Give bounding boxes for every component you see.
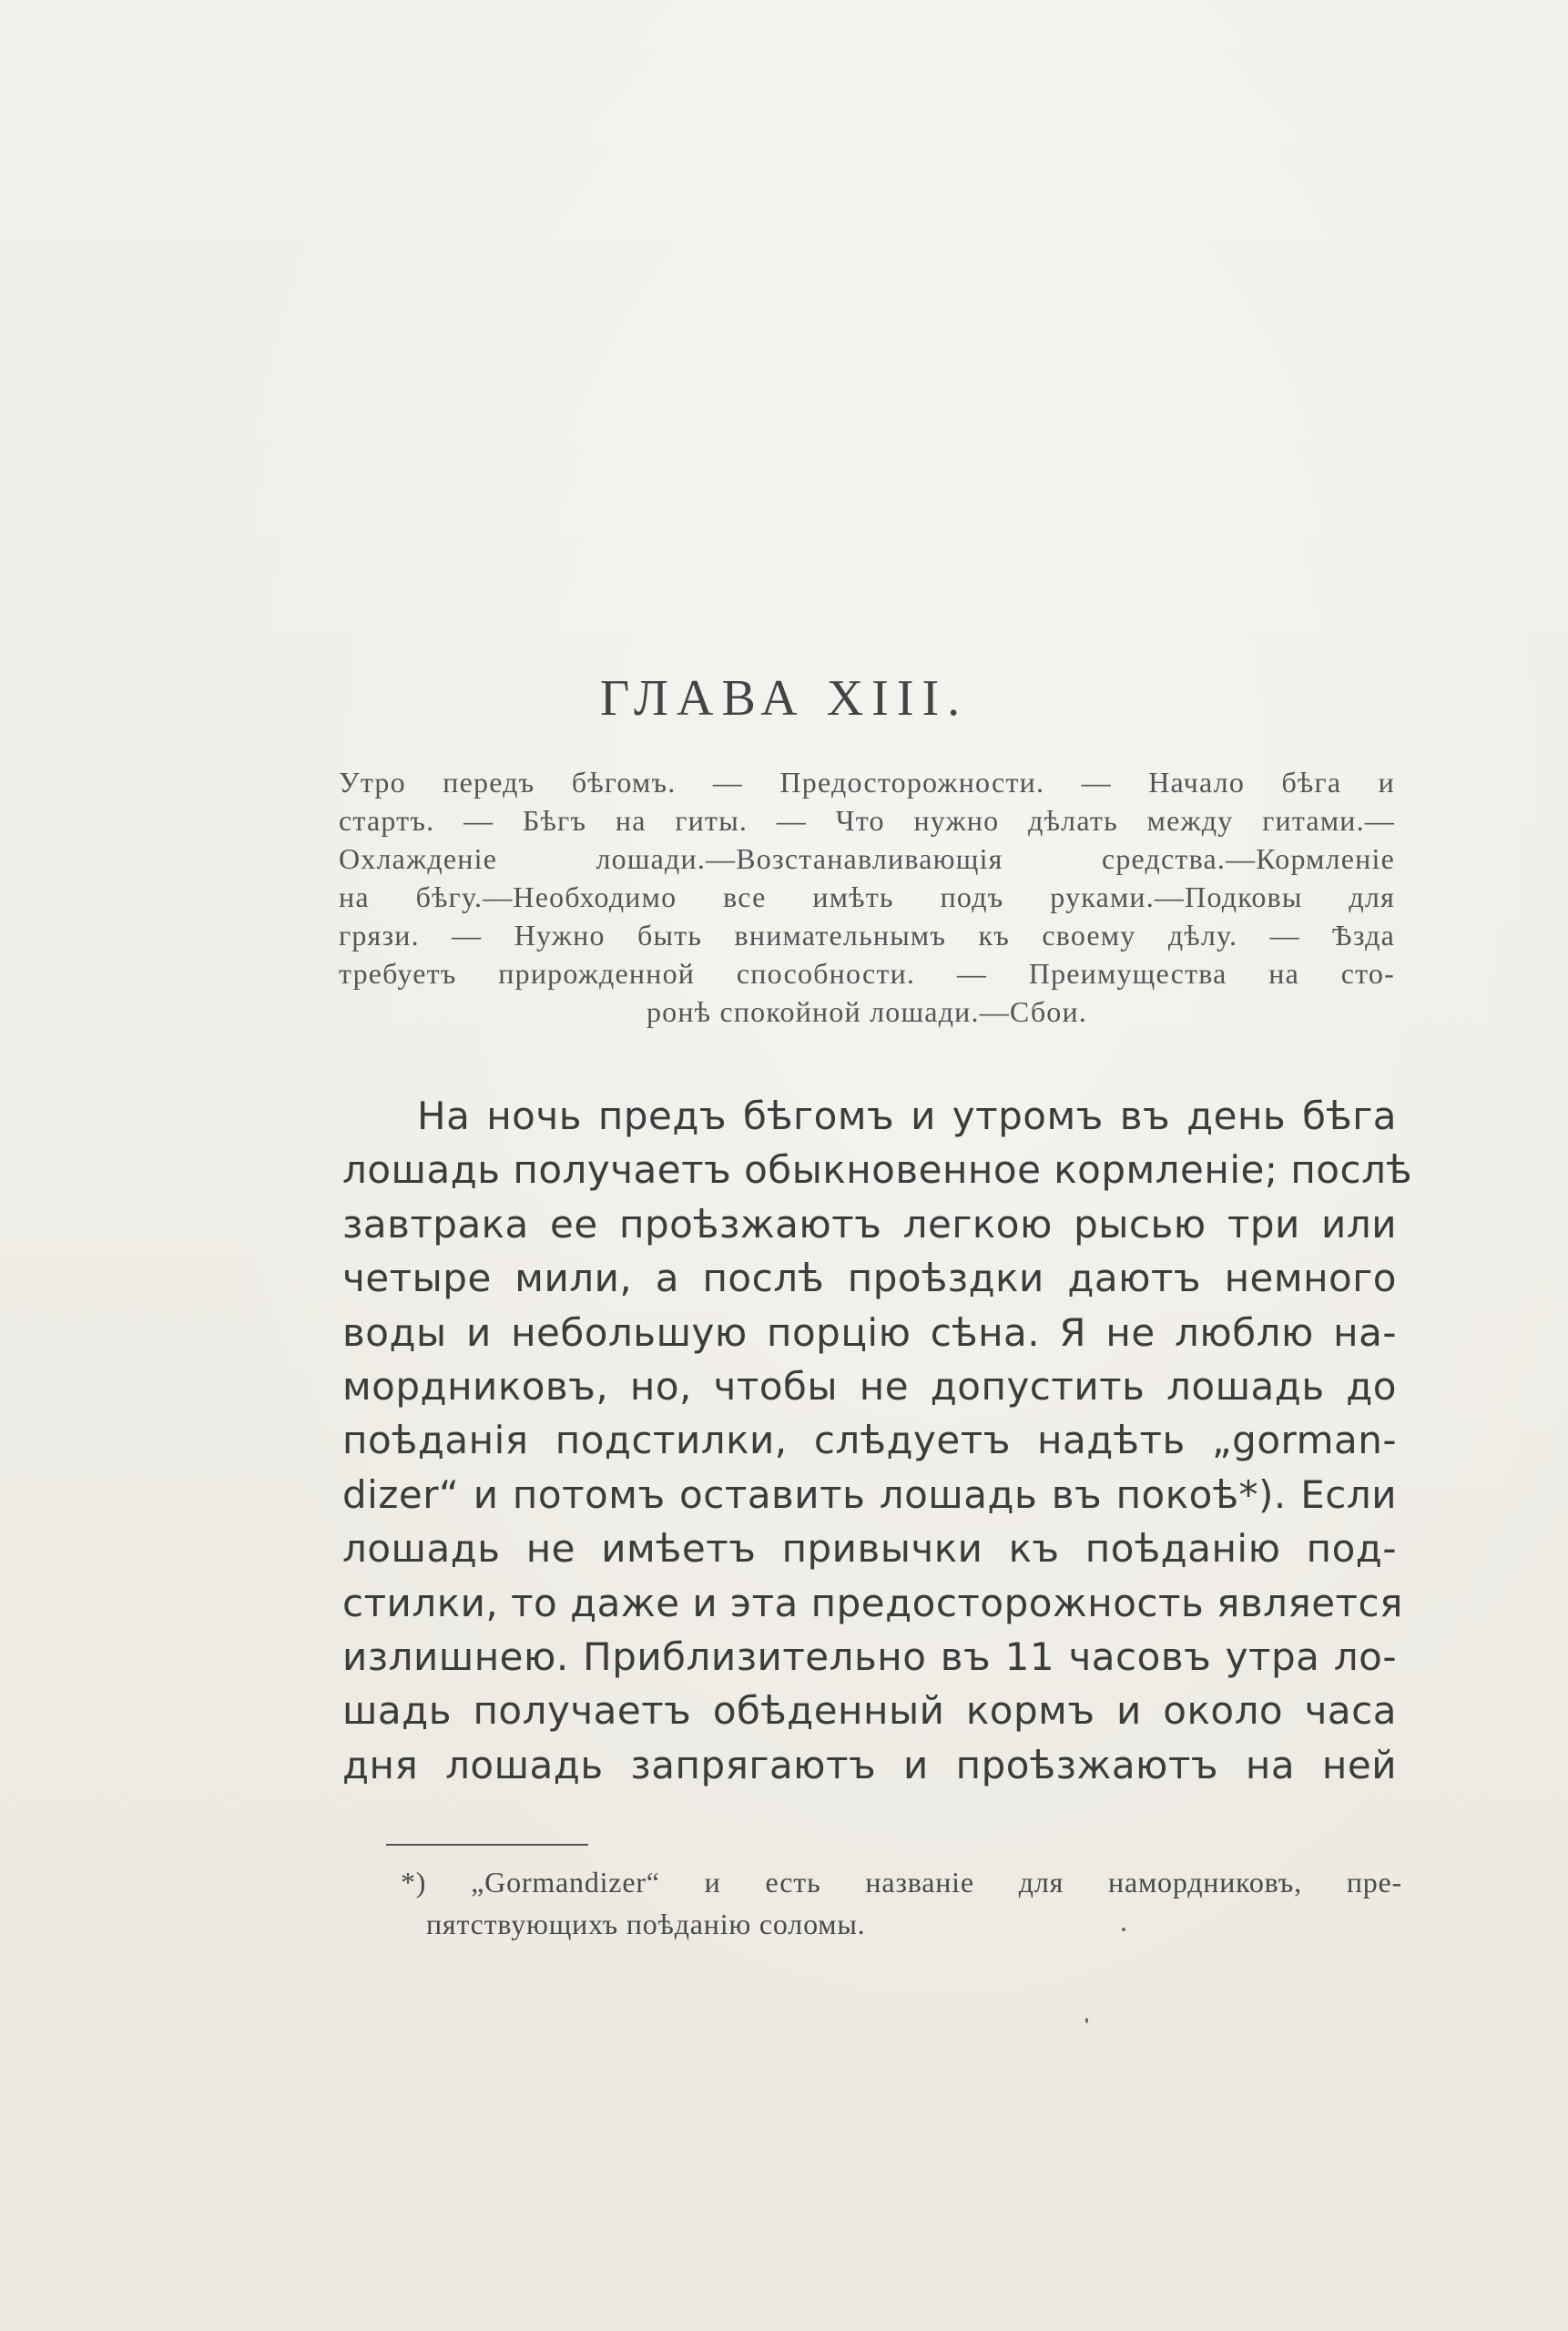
summary-line: на бѣгу.—Необходимо все имѣть подъ руками.—Подковы для <box>339 880 1395 913</box>
body-line: На ночь предъ бѣгомъ и утромъ въ день бѣга <box>417 1094 1397 1138</box>
body-line: дня лошадь запрягаютъ и проѣзжаютъ на ней <box>342 1742 1397 1787</box>
footnote-divider <box>386 1844 588 1846</box>
summary-line: требуетъ прирожденной способности. — Преимущества на сто- <box>339 957 1395 990</box>
body-line: стилки, то даже и эта предосторожность является <box>342 1580 1403 1625</box>
summary-line: Утро передъ бѣгомъ. — Предосторожности. — Начало бѣга и <box>339 766 1395 799</box>
body-line: воды и небольшую порцію сѣна. Я не люблю на- <box>342 1309 1397 1355</box>
body-line: шадь получаетъ обѣденный кормъ и около часа <box>342 1688 1397 1734</box>
chapter-title: ГЛАВА XIII. <box>599 670 969 727</box>
paper-speck <box>1122 1928 1125 1931</box>
summary-line: ронѣ спокойной лошади.—Сбои. <box>646 995 1088 1028</box>
summary-line: стартъ. — Бѣгъ на гиты. — Что нужно дѣлать между гитами.— <box>339 804 1395 837</box>
footnote <box>401 1861 1402 1945</box>
paper-speck <box>1085 2018 1088 2023</box>
body-line: излишнею. Приблизительно въ 11 часовъ утра ло- <box>342 1634 1397 1680</box>
chapter-summary <box>339 763 1395 1031</box>
footnote-line: *) „Gormandizer“ и есть названіе для намордниковъ, пре- <box>401 1866 1402 1898</box>
body-line: лошадь не имѣетъ привычки къ поѣданію под- <box>342 1526 1397 1572</box>
summary-line: грязи. — Нужно быть внимательнымъ къ своему дѣлу. — Ѣзда <box>339 919 1395 952</box>
body-line: четыре мили, а послѣ проѣздки даютъ немного <box>342 1256 1397 1301</box>
footnote-line: пятствующихъ поѣданію соломы. <box>426 1908 866 1940</box>
body-line: завтрака ее проѣзжаютъ легкою рысью три или <box>342 1201 1397 1247</box>
body-line: поѣданія подстилки, слѣдуетъ надѣть „gorman- <box>342 1418 1397 1463</box>
body-line: лошадь получаетъ обыкновенное кормленіе; послѣ <box>342 1147 1413 1193</box>
summary-line: Охлажденіе лошади.—Возстанавливающія средства.—Кормленіе <box>339 842 1395 875</box>
body-line: dizer“ и потомъ оставить лошадь въ покоѣ*). Если <box>342 1471 1397 1517</box>
body-paragraph <box>342 1089 1413 1792</box>
body-line: мордниковъ, но, чтобы не допустить лошадь до <box>342 1364 1397 1410</box>
